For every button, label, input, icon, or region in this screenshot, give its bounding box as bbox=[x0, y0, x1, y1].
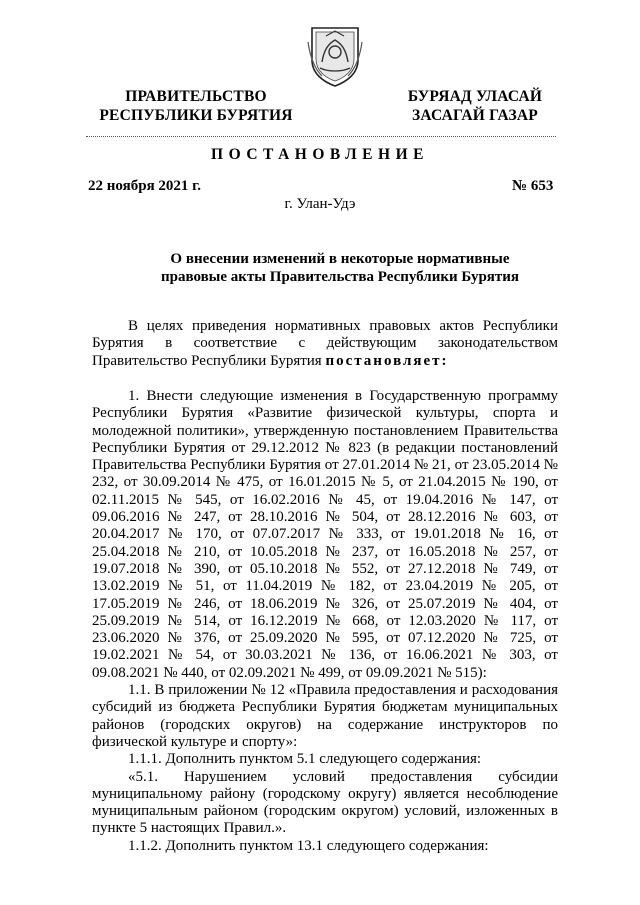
preamble-verb: постановляет: bbox=[325, 352, 449, 369]
paragraph-1-1-1: 1.1.1. Дополнить пунктом 5.1 следующего содержания: bbox=[128, 751, 482, 768]
paragraph-1-1: 1.1. В приложении № 12 «Правила предоставления и расходования субсидий из бюджета Республики Бурятия бюджетам муниципальных районов (городских округов) на содержание инструкторов по физической культуре и спорту»: bbox=[92, 682, 558, 750]
gov-bur-line2: ЗАСАГАЙ ГАЗАР bbox=[412, 107, 538, 124]
government-name-buryat bbox=[390, 87, 560, 125]
main-body bbox=[92, 388, 558, 855]
document-title: ПОСТАНОВЛЕНИЕ bbox=[211, 146, 429, 163]
gov-ru-line1: ПРАВИТЕЛЬСТВО bbox=[125, 88, 267, 105]
document-subject bbox=[140, 250, 540, 286]
paragraph-1-1-2: 1.1.2. Дополнить пунктом 13.1 следующего содержания: bbox=[128, 837, 489, 854]
document-number: № 653 bbox=[512, 178, 554, 194]
preamble-paragraph bbox=[92, 318, 558, 370]
preamble-text: В целях приведения нормативных правовых актов Республики Бурятия в соответствие с действующим законодательством Правительство Республики Бурятия bbox=[92, 318, 558, 369]
document-date: 22 ноября 2021 г. bbox=[88, 178, 202, 194]
header-divider bbox=[86, 136, 556, 137]
paragraph-1: 1. Внести следующие изменения в Государственную программу Республики Бурятия «Развитие физической культуры, спорта и молодежной политики», утвержденную постановлением Правительства Республики Бурятия от 29.12.2012 № 823 (в редакции постановлений Правительства Республики Бурятия от 27.01.2014 № 21, от 23.05.2014 № 232, от 30.09.2014 № 475, от 16.01.2015 № 5, от 21.04.2015 № 190, от 02.11.2015 № 545, от 16.02.2016 № 45, от 19.04.2016 № 147, от 09.06.2016 № 247, от 28.10.2016 № 504, от 28.12.2016 № 603, от 20.04.2017 № 170, от 07.07.2017 № 333, от 19.01.2018 № 16, от 25.04.2018 № 210, от 10.05.2018 № 237, от 16.05.2018 № 257, от 19.07.2018 № 390, от 05.10.2018 № 552, от 27.12.2018 № 749, от 13.02.2019 № 51, от 11.04.2019 № 182, от 23.04.2019 № 205, от 17.05.2019 № 246, от 18.06.2019 № 326, от 25.07.2019 № 404, от 25.09.2019 № 514, от 16.12.2019 № 668, от 12.03.2020 № 117, от 23.06.2020 № 376, от 25.09.2020 № 595, от 07.12.2020 № 725, от 19.02.2021 № 54, от 30.03.2021 № 136, от 16.06.2021 № 303, от 09.08.2021 № 440, от 02.09.2021 № 499, от 09.09.2021 № 515): bbox=[92, 388, 558, 681]
document-city: г. Улан-Удэ bbox=[284, 196, 356, 212]
coat-of-arms-icon bbox=[306, 22, 364, 88]
subject-line1: О внесении изменений в некоторые нормативные bbox=[170, 251, 510, 267]
preamble-block bbox=[92, 318, 558, 370]
gov-bur-line1: БУРЯАД УЛАСАЙ bbox=[407, 88, 543, 105]
government-name-russian bbox=[86, 87, 306, 125]
gov-ru-line2: РЕСПУБЛИКИ БУРЯТИЯ bbox=[99, 107, 293, 124]
paragraph-quote: «5.1. Нарушением условий предоставления субсидии муниципальному району (городскому округу) является несоблюдение муниципальным районом (городским округом) условий, изложенных в пункте 5 настоящих Правил.». bbox=[92, 768, 558, 837]
subject-line2: правовые акты Правительства Республики Бурятия bbox=[160, 269, 520, 285]
